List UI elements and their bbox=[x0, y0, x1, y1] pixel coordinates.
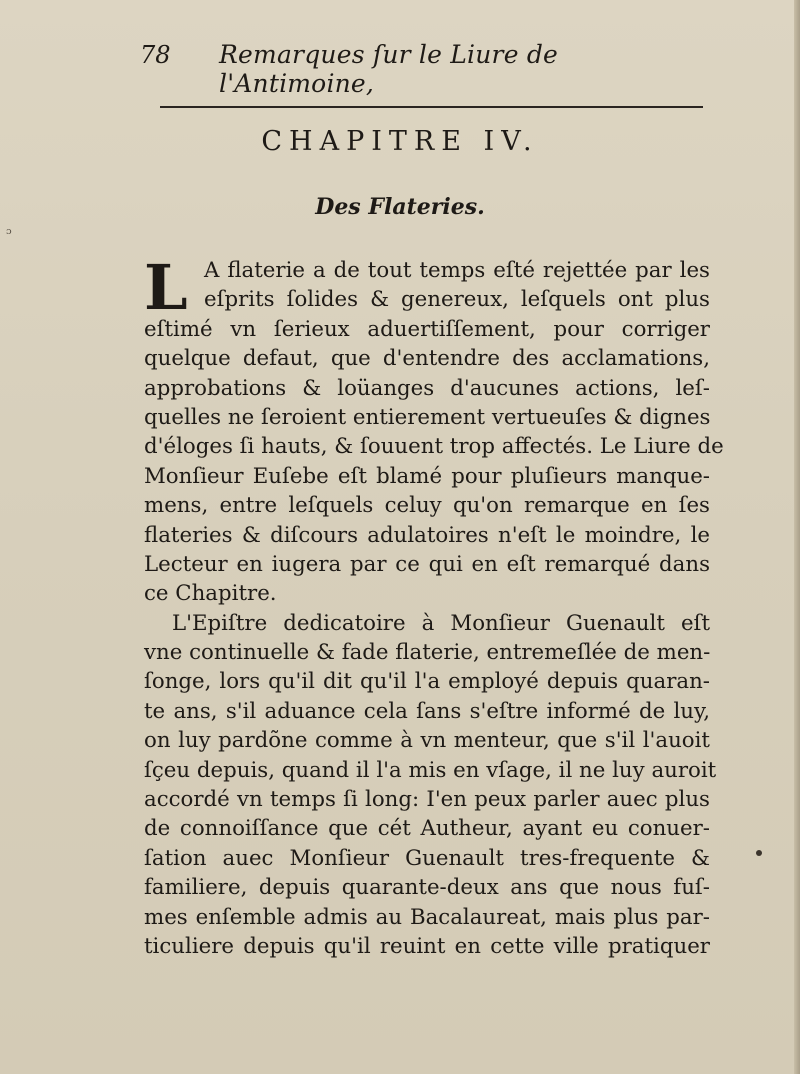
page-number: 78 bbox=[140, 41, 171, 69]
page-edge bbox=[794, 0, 800, 1074]
text-line: familiere, depuis quarante-deux ans que nous fuſ- bbox=[144, 875, 710, 901]
running-title: Remarques ſur le Liure de l'Antimoine, bbox=[219, 40, 559, 98]
text-line: ſonge, lors qu'il dit qu'il l'a employé depuis quaran- bbox=[144, 669, 710, 695]
header-rule bbox=[160, 106, 703, 108]
drop-cap: L bbox=[144, 251, 188, 324]
text-line: quelles ne ſeroient entierement vertueuſes & dignes bbox=[144, 404, 711, 430]
text-line: eſprits ſolides & genereux, leſquels ont plus bbox=[204, 287, 710, 313]
text-line: mes enſemble admis au Bacalaureat, mais plus par- bbox=[144, 904, 710, 930]
text-line: vne continuelle & fade flaterie, entremeſlée de men- bbox=[144, 640, 711, 666]
text-line: eſtimé vn ſerieux aduertiſſement, pour corriger bbox=[144, 316, 710, 342]
text-line: flateries & diſcours adulatoires n'eſt le moindre, le bbox=[144, 522, 710, 548]
running-head bbox=[140, 40, 660, 98]
text-line: ſation auec Monſieur Guenault tres-frequente & bbox=[144, 845, 710, 871]
text-line: ticuliere depuis qu'il reuint en cette ville pratiquer bbox=[144, 933, 710, 959]
text-line: d'éloges ſi hauts, & ſouuent trop affectés. Le Liure de bbox=[144, 434, 724, 460]
body-text bbox=[144, 251, 724, 961]
text-line: on luy pardõne comme à vn menteur, que s'il l'auoit bbox=[144, 728, 710, 754]
text-line: accordé vn temps ſi long: I'en peux parler auec plus bbox=[144, 787, 710, 813]
ink-speck bbox=[756, 850, 762, 856]
text-line: ſçeu depuis, quand il l'a mis en vſage, il ne luy auroit bbox=[144, 757, 717, 783]
text-line: Monſieur Euſebe eſt blamé pour pluſieurs manque- bbox=[144, 463, 710, 489]
margin-mark: ᵓ bbox=[6, 224, 12, 243]
text-line: te ans, s'il aduance cela ſans s'eſtre informé de luy, bbox=[144, 698, 710, 724]
text-line: de connoiſſance que cét Autheur, ayant eu conuer- bbox=[144, 816, 710, 842]
text-line: quelque defaut, que d'entendre des acclamations, bbox=[144, 346, 710, 372]
text-line: mens, entre leſquels celuy qu'on remarque en ſes bbox=[144, 493, 710, 519]
chapter-heading: CHAPITRE IV. bbox=[261, 126, 539, 157]
text-line: A flaterie a de tout temps eſté rejettée par les bbox=[204, 258, 710, 283]
section-title: Des Flateries. bbox=[315, 194, 485, 220]
text-line: ce Chapitre. bbox=[144, 581, 277, 607]
text-line: L'Epiſtre dedicatoire à Monſieur Guenault eſt bbox=[172, 610, 710, 636]
text-line: approbations & loüanges d'aucunes actions, leſ- bbox=[144, 375, 710, 401]
text-line: Lecteur en iugera par ce qui en eſt remarqué dans bbox=[144, 551, 710, 577]
